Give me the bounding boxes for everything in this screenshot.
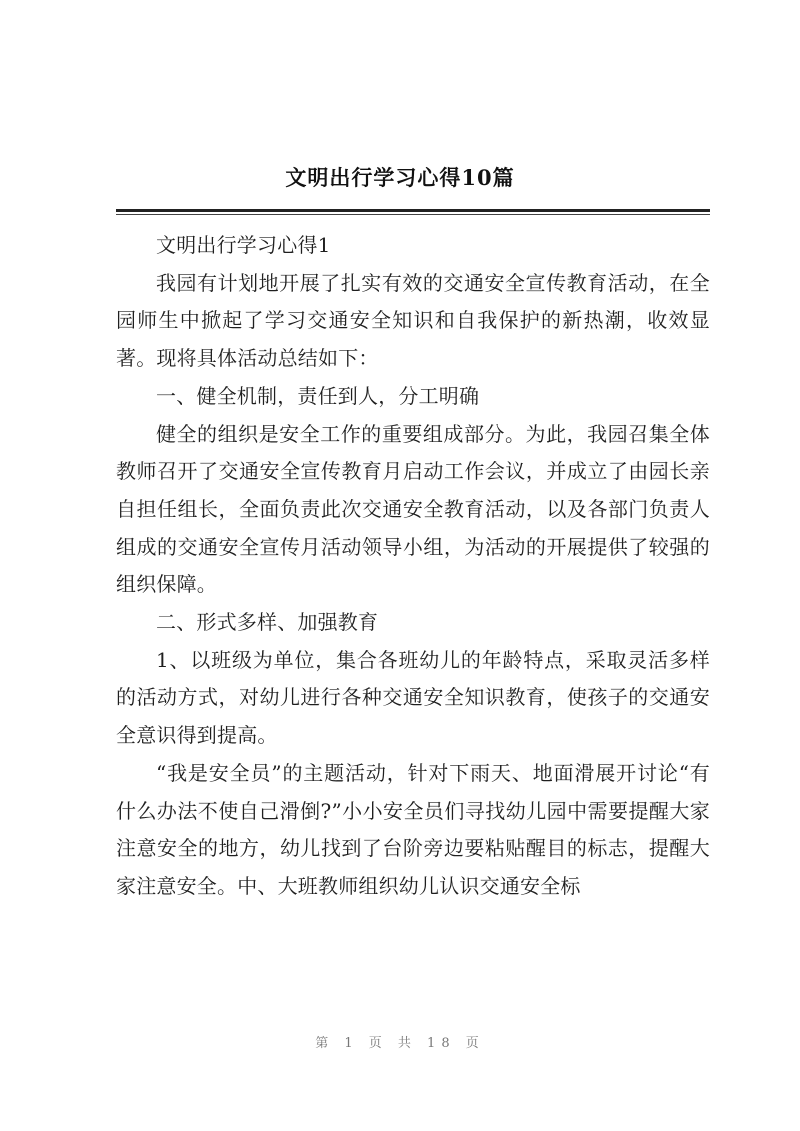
title-divider-thin xyxy=(116,214,710,215)
document-body xyxy=(116,227,710,906)
page-number: 第 1 页 共 18 页 xyxy=(315,1036,485,1051)
paragraph: 健全的组织是安全工作的重要组成部分。为此，我园召集全体教师召开了交通安全宣传教育月启动工作会议，并成立了由园长亲自担任组长，全面负责此次交通安全教育活动，以及各部门负责人组成的交通安全宣传月活动领导小组，为活动的开展提供了较强的组织保障。 xyxy=(116,421,710,597)
subsection-heading: 一、健全机制，责任到人，分工明确 xyxy=(156,383,480,408)
document-title: 文明出行学习心得10篇 xyxy=(285,165,515,190)
paragraph: “我是安全员”的主题活动，针对下雨天、地面滑展开讨论“有什么办法不使自己滑倒?”小小安全员们寻找幼儿园中需要提醒大家注意安全的地方，幼儿找到了台阶旁边要粘贴醒目的标志，提醒大家注意安全。中、大班教师组织幼儿认识交通安全标 xyxy=(116,760,710,898)
paragraph: 我园有计划地开展了扎实有效的交通安全宣传教育活动，在全园师生中掀起了学习交通安全知识和自我保护的新热潮，收效显著。现将具体活动总结如下： xyxy=(116,270,710,371)
subsection-heading: 二、形式多样、加强教育 xyxy=(156,610,379,635)
paragraph: 1、以班级为单位，集合各班幼儿的年龄特点，采取灵活多样的活动方式，对幼儿进行各种交通安全知识教育，使孩子的交通安全意识得到提高。 xyxy=(116,647,710,748)
title-divider xyxy=(116,209,710,212)
section-heading: 文明出行学习心得1 xyxy=(156,233,331,257)
